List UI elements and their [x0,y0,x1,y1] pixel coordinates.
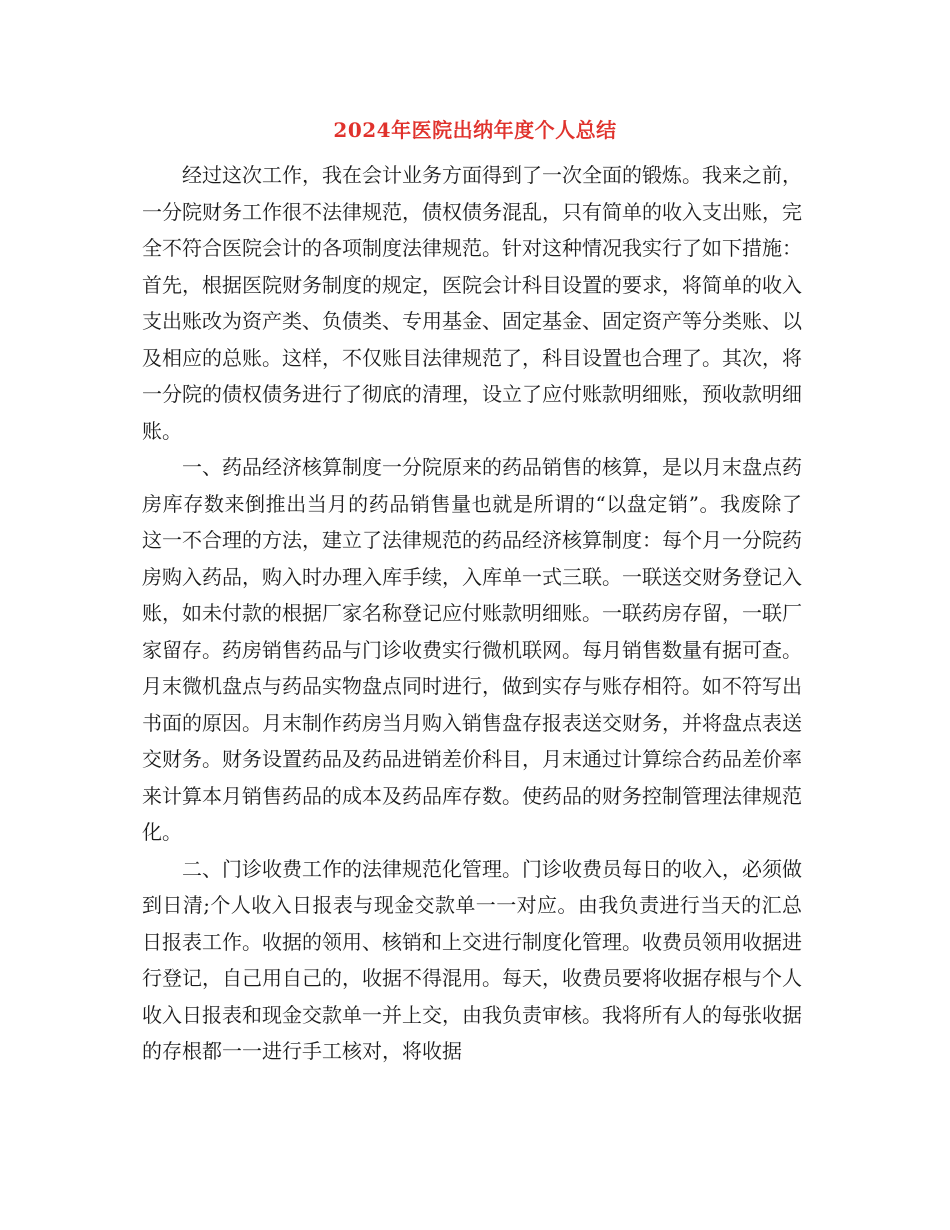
paragraph-intro: 经过这次工作，我在会计业务方面得到了一次全面的锻炼。我来之前，一分院财务工作很不法律规范，债权债务混乱，只有简单的收入支出账，完全不符合医院会计的各项制度法律规范。针对这种情况我实行了如下措施：首先，根据医院财务制度的规定，医院会计科目设置的要求，将简单的收入支出账改为资产类、负债类、专用基金、固定基金、固定资产等分类账、以及相应的总账。这样，不仅账目法律规范了，科目设置也合理了。其次，将一分院的债权债务进行了彻底的清理，设立了应付账款明细账，预收款明细账。 [142,163,802,443]
document-title: 2024年医院出纳年度个人总结 [333,118,617,142]
paragraph-drug-accounting: 一、药品经济核算制度一分院原来的药品销售的核算，是以月末盘点药房库存数来倒推出当月的药品销售量也就是所谓的“以盘定销”。我废除了这一不合理的方法，建立了法律规范的药品经济核算制度：每个月一分院药房购入药品，购入时办理入库手续，入库单一式三联。一联送交财务登记入账，如未付款的根据厂家名称登记应付账款明细账。一联药房存留，一联厂家留存。药房销售药品与门诊收费实行微机联网。每月销售数量有据可查。月末微机盘点与药品实物盘点同时进行，做到实存与账存相符。如不符写出书面的原因。月末制作药房当月购入销售盘存报表送交财务，并将盘点表送交财务。财务设置药品及药品进销差价科目，月末通过计算综合药品差价率来计算本月销售药品的成本及药品库存数。使药品的财务控制管理法律规范化。 [142,455,802,844]
document-body [142,157,802,1070]
paragraph-outpatient-fees: 二、门诊收费工作的法律规范化管理。门诊收费员每日的收入，必须做到日清;个人收入日报表与现金交款单一一对应。由我负责进行当天的汇总日报表工作。收据的领用、核销和上交进行制度化管理。收费员领用收据进行登记，自己用自己的，收据不得混用。每天，收费员要将收据存根与个人收入日报表和现金交款单一并上交，由我负责审核。我将所有人的每张收据的存根都一一进行手工核对，将收据 [142,856,802,1063]
